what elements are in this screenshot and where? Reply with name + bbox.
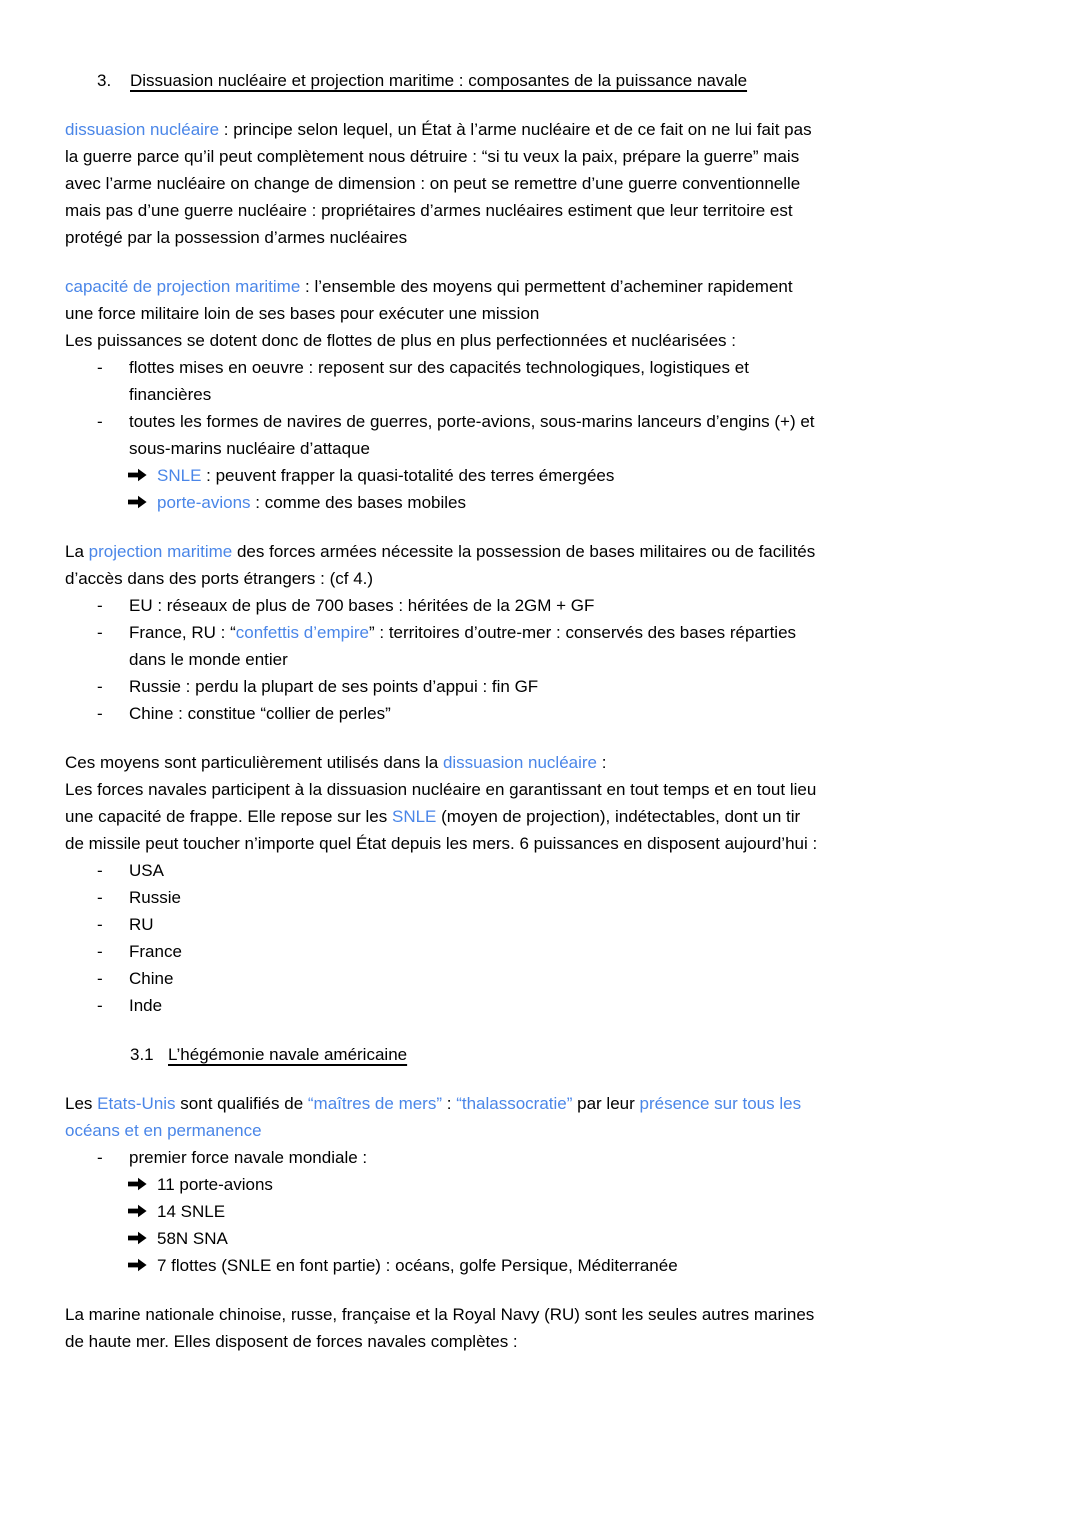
arrow-bullet-icon [128, 1171, 147, 1198]
text-run: une force militaire loin de ses bases pour exécuter une mission [65, 304, 540, 323]
dash-bullet-marker: - [97, 412, 103, 431]
text-run: financières [129, 385, 212, 404]
text-run: : [597, 753, 607, 772]
text-line [65, 776, 1040, 803]
arrow-bullet-icon [128, 462, 147, 489]
bullet-item [65, 354, 1040, 381]
bullet-item [65, 592, 1040, 619]
arrow-item [65, 1198, 1040, 1225]
bullet-item [65, 938, 1040, 965]
text-run: Les [65, 1094, 98, 1113]
paragraph [65, 1301, 1040, 1355]
text-line [65, 1301, 1040, 1328]
text-run: : comme des bases mobiles [250, 493, 466, 512]
bullet-continuation [65, 381, 1040, 408]
dash-bullet-marker: - [97, 596, 103, 615]
text-line [65, 1117, 1040, 1144]
text-run: une capacité de frappe. Elle repose sur les [65, 807, 392, 826]
highlighted-term: “maîtres de mers” [307, 1094, 443, 1113]
text-run: Russie [129, 888, 181, 907]
text-run: de haute mer. Elles disposent de forces navales complètes : [65, 1332, 518, 1351]
text-run: (moyen de projection), indétectables, dont un tir [436, 807, 801, 826]
text-run: d’accès dans des ports étrangers : (cf 4.) [65, 569, 374, 588]
arrow-item [65, 1252, 1040, 1279]
text-line [65, 749, 1040, 776]
dash-bullet-marker: - [97, 704, 103, 723]
bullet-item [65, 700, 1040, 727]
highlighted-term: porte-avions [157, 493, 251, 512]
dash-bullet-marker: - [97, 996, 103, 1015]
text-run: Russie : perdu la plupart de ses points d’appui : fin GF [129, 677, 539, 696]
text-run: 58N SNA [157, 1229, 228, 1248]
text-line [65, 803, 1040, 830]
text-run: 14 SNLE [157, 1202, 226, 1221]
bullet-item [65, 965, 1040, 992]
text-run: des forces armées nécessite la possession de bases militaires ou de facilités [232, 542, 816, 561]
dash-bullet-marker: - [97, 677, 103, 696]
text-run: la guerre parce qu’il peut complètement nous détruire : “si tu veux la paix, prépare la guerre” mais [65, 147, 800, 166]
highlighted-term: capacité de projection maritime [65, 277, 301, 296]
highlighted-term: confettis d’empire [235, 623, 369, 642]
text-run: sont qualifiés de [175, 1094, 308, 1113]
text-run: Les forces navales participent à la dissuasion nucléaire en garantissant en tout temps et en tout lieu [65, 780, 817, 799]
text-run: avec l’arme nucléaire on change de dimension : on peut se remettre d’une guerre conventionnelle [65, 174, 801, 193]
heading-number: 3. [97, 71, 112, 90]
dash-bullet-marker: - [97, 623, 103, 642]
bullet-item [65, 673, 1040, 700]
text-run: 11 porte-avions [157, 1175, 273, 1194]
paragraph [65, 1090, 1040, 1279]
text-run: Chine [129, 969, 174, 988]
paragraph [65, 116, 1040, 251]
bullet-continuation [65, 435, 1040, 462]
text-run: : [442, 1094, 457, 1113]
text-run: : principe selon lequel, un État à l’arme nucléaire et de ce fait on ne lui fait pas [219, 120, 812, 139]
highlighted-term: océans et en permanence [65, 1121, 262, 1140]
paragraph [65, 538, 1040, 727]
text-run: protégé par la possession d’armes nucléaires [65, 228, 408, 247]
text-run: La [65, 542, 89, 561]
arrow-bullet-icon [128, 1252, 147, 1279]
dash-bullet-marker: - [97, 1148, 103, 1167]
dash-bullet-marker: - [97, 969, 103, 988]
bullet-item [65, 884, 1040, 911]
text-run: EU : réseaux de plus de 700 bases : héritées de la 2GM + GF [129, 596, 595, 615]
text-line [65, 170, 1040, 197]
arrow-bullet-icon [128, 1198, 147, 1225]
dash-bullet-marker: - [97, 861, 103, 880]
highlighted-term: dissuasion nucléaire [65, 120, 220, 139]
dash-bullet-marker: - [97, 358, 103, 377]
text-run: ” : territoires d’outre-mer : conservés des bases réparties [368, 623, 797, 642]
text-run: France, RU : “ [129, 623, 236, 642]
text-line [65, 1090, 1040, 1117]
paragraph [65, 273, 1040, 516]
text-run: flottes mises en oeuvre : reposent sur des capacités technologiques, logistiques et [129, 358, 749, 377]
text-run: premier force navale mondiale : [129, 1148, 368, 1167]
highlighted-term: projection maritime [88, 542, 233, 561]
text-line [65, 197, 1040, 224]
text-line [65, 224, 1040, 251]
bullet-continuation [65, 646, 1040, 673]
text-run: par leur [572, 1094, 640, 1113]
arrow-item [65, 462, 1040, 489]
highlighted-term: présence sur tous les [639, 1094, 802, 1113]
text-run: : l’ensemble des moyens qui permettent d’acheminer rapidement [300, 277, 793, 296]
bullet-item [65, 857, 1040, 884]
text-line [65, 565, 1040, 592]
text-run: : peuvent frapper la quasi-totalité des terres émergées [201, 466, 615, 485]
section-heading [65, 67, 1040, 94]
text-run: dans le monde entier [129, 650, 288, 669]
heading-title: Dissuasion nucléaire et projection maritime : composantes de la puissance navale [130, 71, 748, 90]
arrow-item [65, 1225, 1040, 1252]
text-line [65, 1328, 1040, 1355]
arrow-item [65, 489, 1040, 516]
highlighted-term: Etats-Unis [97, 1094, 176, 1113]
text-line [65, 830, 1040, 857]
text-run: France [129, 942, 182, 961]
paragraph [65, 749, 1040, 1019]
highlighted-term: dissuasion nucléaire [442, 753, 597, 772]
bullet-item [65, 992, 1040, 1019]
text-run: de missile peut toucher n’importe quel État depuis les mers. 6 puissances en disposent aujourd’hui : [65, 834, 818, 853]
text-run: 7 flottes (SNLE en font partie) : océans, golfe Persique, Méditerranée [157, 1256, 678, 1275]
dash-bullet-marker: - [97, 888, 103, 907]
heading-number: 3.1 [130, 1045, 154, 1064]
text-run: La marine nationale chinoise, russe, française et la Royal Navy (RU) sont les seules autres marines [65, 1305, 815, 1324]
text-line [65, 538, 1040, 565]
text-line [65, 300, 1040, 327]
text-run: toutes les formes de navires de guerres, porte-avions, sous-marins lanceurs d’engins (+) et [129, 412, 815, 431]
text-line [65, 116, 1040, 143]
highlighted-term: SNLE [391, 807, 437, 826]
text-line [65, 143, 1040, 170]
text-run: Ces moyens sont particulièrement utilisés dans la [65, 753, 443, 772]
text-run: Inde [129, 996, 163, 1015]
heading-line [65, 1041, 1040, 1068]
text-run: RU [129, 915, 154, 934]
text-line [65, 327, 1040, 354]
bullet-item [65, 619, 1040, 646]
section-heading [65, 1041, 1040, 1068]
bullet-item [65, 1144, 1040, 1171]
heading-line [65, 67, 1040, 94]
text-line [65, 273, 1040, 300]
text-run: Chine : constitue “collier de perles” [129, 704, 391, 723]
bullet-item [65, 911, 1040, 938]
highlighted-term: “thalassocratie” [456, 1094, 573, 1113]
dash-bullet-marker: - [97, 915, 103, 934]
bullet-item [65, 408, 1040, 435]
dash-bullet-marker: - [97, 942, 103, 961]
highlighted-term: SNLE [157, 466, 202, 485]
text-run: sous-marins nucléaire d’attaque [129, 439, 370, 458]
text-run: USA [129, 861, 164, 880]
text-run: Les puissances se dotent donc de flottes de plus en plus perfectionnées et nucléarisées : [65, 331, 736, 350]
text-run: mais pas d’une guerre nucléaire : propriétaires d’armes nucléaires estiment que leur territoire est [65, 201, 793, 220]
arrow-bullet-icon [128, 1225, 147, 1252]
heading-title: L’hégémonie navale américaine [168, 1045, 408, 1064]
document-content [65, 67, 1040, 1355]
arrow-item [65, 1171, 1040, 1198]
arrow-bullet-icon [128, 489, 147, 516]
